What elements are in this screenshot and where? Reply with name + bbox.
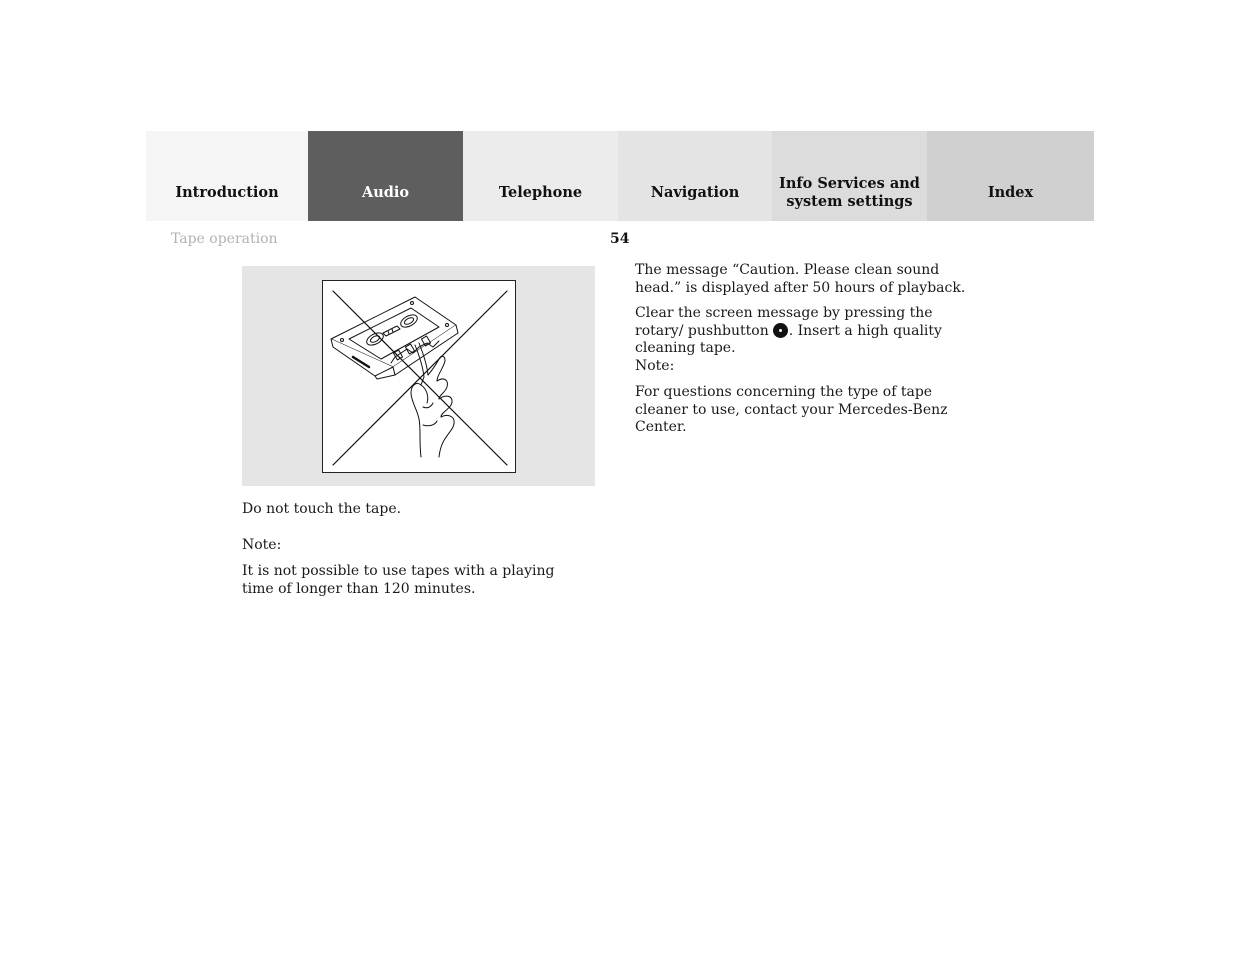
tab-info-services[interactable] [772,131,927,221]
tab-introduction[interactable] [146,131,308,221]
clear-text-before: Clear the screen message by pressing the rotary/ pushbutton [635,305,933,339]
clear-text-after: . Insert a high quality cleaning tape. [635,322,942,356]
clear-message-text [635,305,980,358]
tab-navigation-label: Navigation [650,184,740,201]
rotary-pushbutton-icon [773,323,788,338]
note-text-right: For questions concerning the type of tape cleaner to use, contact your Mercedes-Benz Center. [635,384,948,435]
illustration-caption: Do not touch the tape. [242,501,402,517]
chapter-tabs [146,131,1094,221]
note-label-right: Note: [635,358,675,374]
caution-message-text: The message “Caution. Please clean sound head.” is displayed after 50 hours of playback. [635,262,966,296]
tab-info-services-label: Info Services and system settings [779,175,920,210]
tab-introduction-label: Introduction [175,184,279,201]
note-text-left: It is not possible to use tapes with a playing time of longer than 120 minutes. [242,563,555,597]
tab-navigation[interactable] [618,131,772,221]
tab-index-label: Index [987,184,1034,201]
tab-index[interactable] [927,131,1094,221]
tab-telephone[interactable] [463,131,618,221]
cassette-hand-crossed-icon [322,280,516,473]
section-title: Tape operation [171,231,278,247]
tab-audio-label: Audio [361,184,410,201]
tab-telephone-label: Telephone [498,184,583,201]
tab-audio[interactable] [308,131,463,221]
illustration-panel [242,266,595,486]
page-number: 54 [610,231,630,247]
note-label-left: Note: [242,537,282,553]
